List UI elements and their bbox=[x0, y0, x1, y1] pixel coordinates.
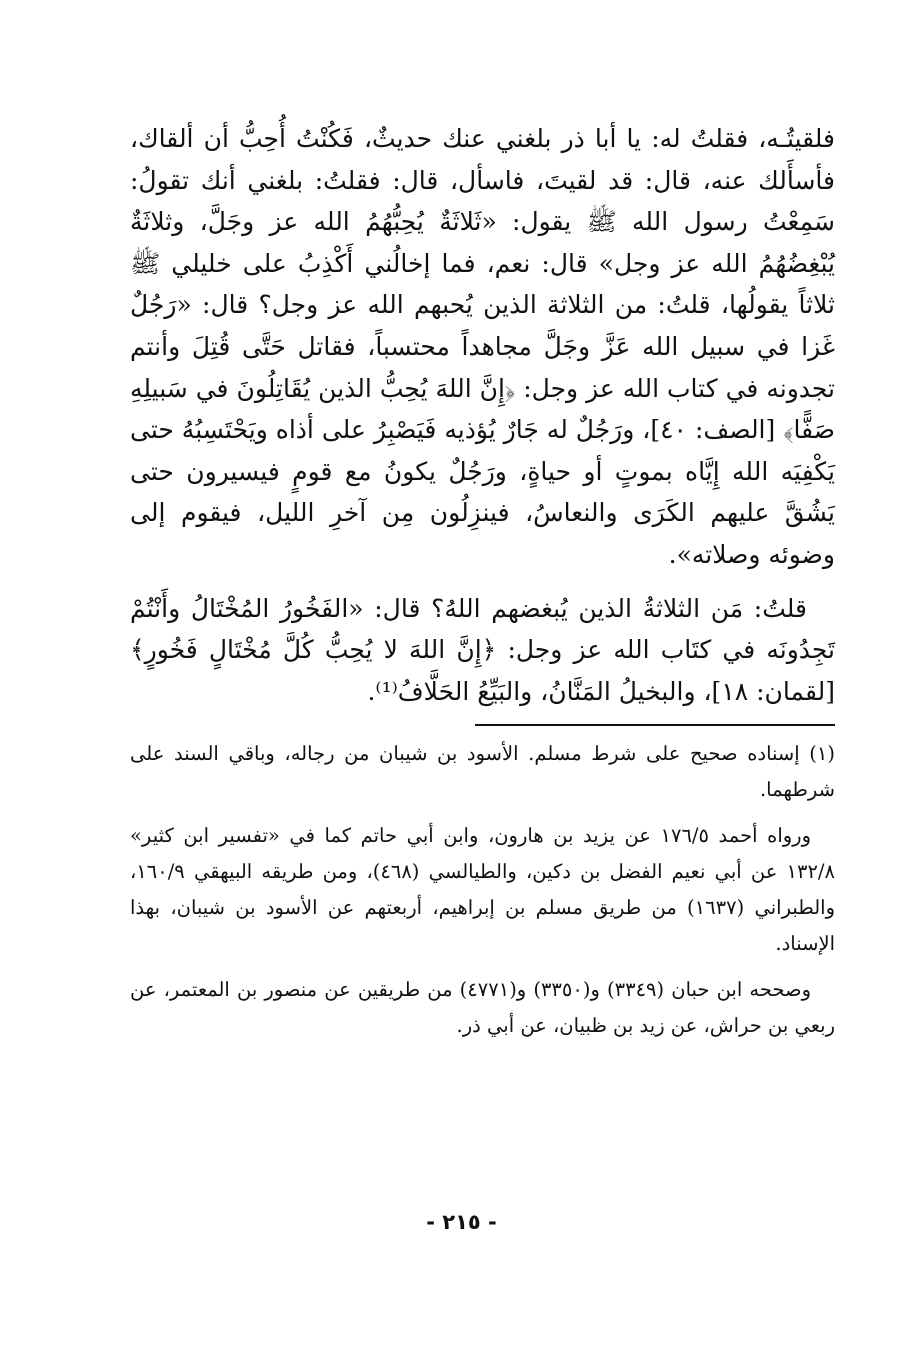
main-paragraph: قلتُ: مَن الثلاثةُ الذين يُبغضهم اللهُ؟ قال: «الفَخُورُ المُخْتَالُ وأَنْتُمْ تَجِدُونَه في كتَاب الله عز وجل: ﴿إِنَّ اللهَ لا يُحِبُّ كُلَّ مُخْتَالٍ فَخُورٍ﴾ [لقمان: ١٨]، والبخيلُ المَنَّانُ، والبَيِّعُ الحَلَّافُ⁽¹⁾. bbox=[130, 593, 835, 706]
footnote: وصححه ابن حبان (٣٣٤٩) و(٣٣٥٠) و(٤٧٧١) من طريقين عن منصور بن المعتمر، عن ربعي بن حراش، عن زيد بن ظبيان، عن أبي ذر. bbox=[130, 978, 835, 1038]
footnotes bbox=[130, 736, 835, 1044]
main-paragraph: فلقيتُـه، فقلتُ له: يا أبا ذر بلغني عنك حديثٌ، فَكُنْتُ أُحِبُّ أن ألقاك، فأسأَلك عنه، قال: قد لقيتَ، فاسأل، قال: فقلتُ: بلغني أنك تقولُ: سَمِعْتُ رسول الله ﷺ يقول: «ثَلاثَةٌ يُحِبُّهُمُ الله عز وجَلَّ، وثلاثَةٌ يُبْغِضُهُمُ الله عز وجل» قال: نعم، فما إخالُني أَكْذِبُ على خليلي ﷺ ثلاثاً يقولُها، قلتُ: من الثلاثة الذين يُحبهم الله عز وجل؟ قال: «رَجُلٌ غَزا في سبيل الله عَزَّ وجَلَّ مجاهداً محتسباً، فقاتل حَتَّى قُتِلَ وأنتم تجدونه في كتاب الله عز وجل: ﴿إِنَّ اللهَ يُحِبُّ الذين يُقَاتِلُونَ في سَبيلِهِ صَفًّا﴾ [الصف: ٤٠]، ورَجُلٌ له جَارٌ يُؤذيه فَيَصْبِرُ على أذاه ويَحْتَسِبُهُ حتى يَكْفِيَه الله إِيَّاه بموتٍ أو حياةٍ، ورَجُلٌ يكونُ مع قومٍ فيسيرون حتى يَشُقَّ عليهم الكَرَى والنعاسُ، فينزِلُون مِن آخرِ الليل، فيقوم إلى وضوئه وصلاته». bbox=[130, 124, 835, 569]
page-number: - ٢١٥ - bbox=[426, 1210, 497, 1234]
footnote: (١) إسناده صحيح على شرط مسلم. الأسود بن شيبان من رجاله، وباقي السند على شرطهما. bbox=[130, 742, 835, 802]
main-text bbox=[130, 118, 835, 712]
footnote: ورواه أحمد ١٧٦/٥ عن يزيد بن هارون، وابن أبي حاتم كما في «تفسير ابن كثير» ١٣٢/٨ عن أبي نعيم الفضل بن دكين، والطيالسي (٤٦٨)، ومن طريقه البيهقي ١٦٠/٩، والطبراني (١٦٣٧) من طريق مسلم بن إبراهيم، أربعتهم عن الأسود بن شيبان، بهذا الإسناد. bbox=[130, 824, 835, 956]
page-body bbox=[130, 118, 835, 1044]
footnote-divider bbox=[475, 724, 835, 726]
